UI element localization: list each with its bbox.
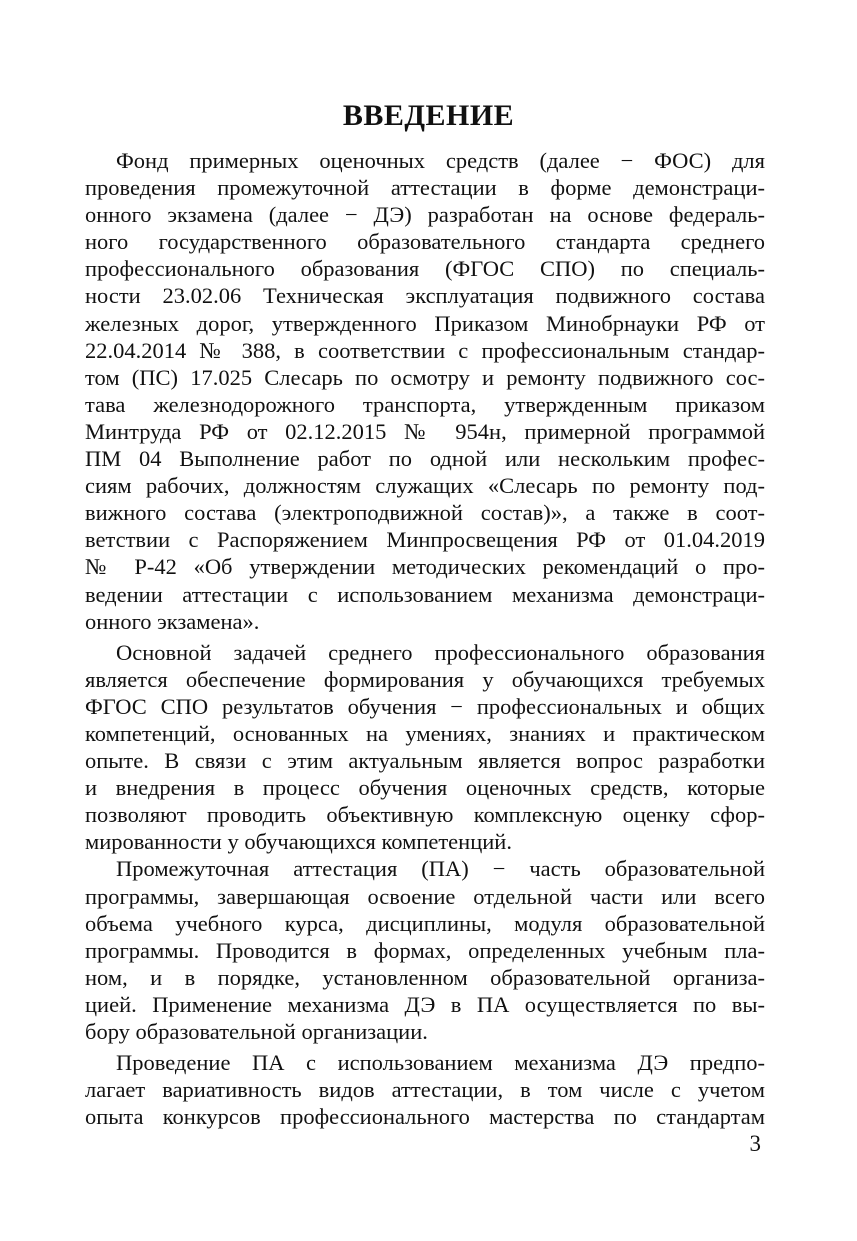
text-line: объема учебного курса, дисциплины, модуля образовательной xyxy=(85,910,765,936)
text-line: ведении аттестации с использованием механизма демонстраци- xyxy=(85,581,765,607)
text-line: опыте. В связи с этим актуальным является вопрос разработки xyxy=(85,748,765,774)
text-line: ФГОС СПО результатов обучения − профессиональных и общих xyxy=(85,693,765,719)
text-line: Проведение ПА с использованием механизма ДЭ предпо- xyxy=(116,1050,765,1076)
text-line: профессионального образования (ФГОС СПО) по специаль- xyxy=(85,256,765,282)
text-line: том (ПС) 17.025 Слесарь по осмотру и ремонту подвижного сос- xyxy=(85,364,765,390)
text-line: позволяют проводить объективную комплексную оценку сфор- xyxy=(85,802,765,828)
paragraph xyxy=(85,147,765,635)
text-line: цией. Применение механизма ДЭ в ПА осуществляется по вы- xyxy=(85,991,765,1017)
text-line: тава железнодорожного транспорта, утвержденным приказом xyxy=(85,391,765,417)
text-line: программы. Проводится в формах, определенных учебным пла- xyxy=(85,937,765,963)
text-line: программы, завершающая освоение отдельной части или всего xyxy=(85,883,765,909)
text-line: мированности у обучающихся компетенций. xyxy=(85,829,512,855)
text-line: проведения промежуточной аттестации в форме демонстраци- xyxy=(85,175,765,201)
paragraph xyxy=(85,855,765,1045)
text-line: ного государственного образовательного стандарта среднего xyxy=(85,229,765,255)
text-line: Промежуточная аттестация (ПА) − часть образовательной xyxy=(116,856,765,882)
text-line: ном, и в порядке, установленном образовательной организа- xyxy=(85,964,765,990)
body-text xyxy=(85,147,765,1130)
text-line: является обеспечение формирования у обучающихся требуемых xyxy=(85,666,765,692)
paragraph xyxy=(85,639,765,856)
text-line: № Р-42 «Об утверждении методических рекомендаций о про- xyxy=(85,554,765,580)
text-line: 22.04.2014 № 388, в соответствии с профессиональным стандар- xyxy=(85,337,765,363)
text-line: ветствии с Распоряжением Минпросвещения РФ от 01.04.2019 xyxy=(85,527,765,553)
paragraph xyxy=(85,1049,765,1130)
text-line: компетенций, основанных на умениях, знаниях и практическом xyxy=(85,720,765,746)
text-line: железных дорог, утвержденного Приказом Минобрнауки РФ от xyxy=(85,310,765,336)
text-line: Фонд примерных оценочных средств (далее − ФОС) для xyxy=(116,148,765,173)
page-number: 3 xyxy=(749,1131,761,1156)
text-line: Минтруда РФ от 02.12.2015 № 954н, примерной программой xyxy=(85,418,765,444)
text-line: ности 23.02.06 Техническая эксплуатация подвижного состава xyxy=(85,283,765,309)
text-line: и внедрения в процесс обучения оценочных средств, которые xyxy=(85,775,765,801)
text-line: Основной задачей среднего профессионального образования xyxy=(116,639,765,665)
text-line: опыта конкурсов профессионального мастерства по стандартам xyxy=(85,1104,765,1130)
text-line: вижного состава (электроподвижной состав)», а также в соот- xyxy=(85,500,765,526)
text-line: онного экзамена (далее − ДЭ) разработан на основе федераль- xyxy=(85,202,765,228)
text-line: лагает вариативность видов аттестации, в том числе с учетом xyxy=(85,1077,765,1103)
text-line: ПМ 04 Выполнение работ по одной или нескольким профес- xyxy=(85,446,765,472)
text-line: сиям рабочих, должностям служащих «Слесарь по ремонту под- xyxy=(85,473,765,499)
text-line: бору образовательной организации. xyxy=(85,1019,428,1044)
text-line: онного экзамена». xyxy=(85,608,260,634)
page-title: ВВЕДЕНИЕ xyxy=(342,99,515,132)
